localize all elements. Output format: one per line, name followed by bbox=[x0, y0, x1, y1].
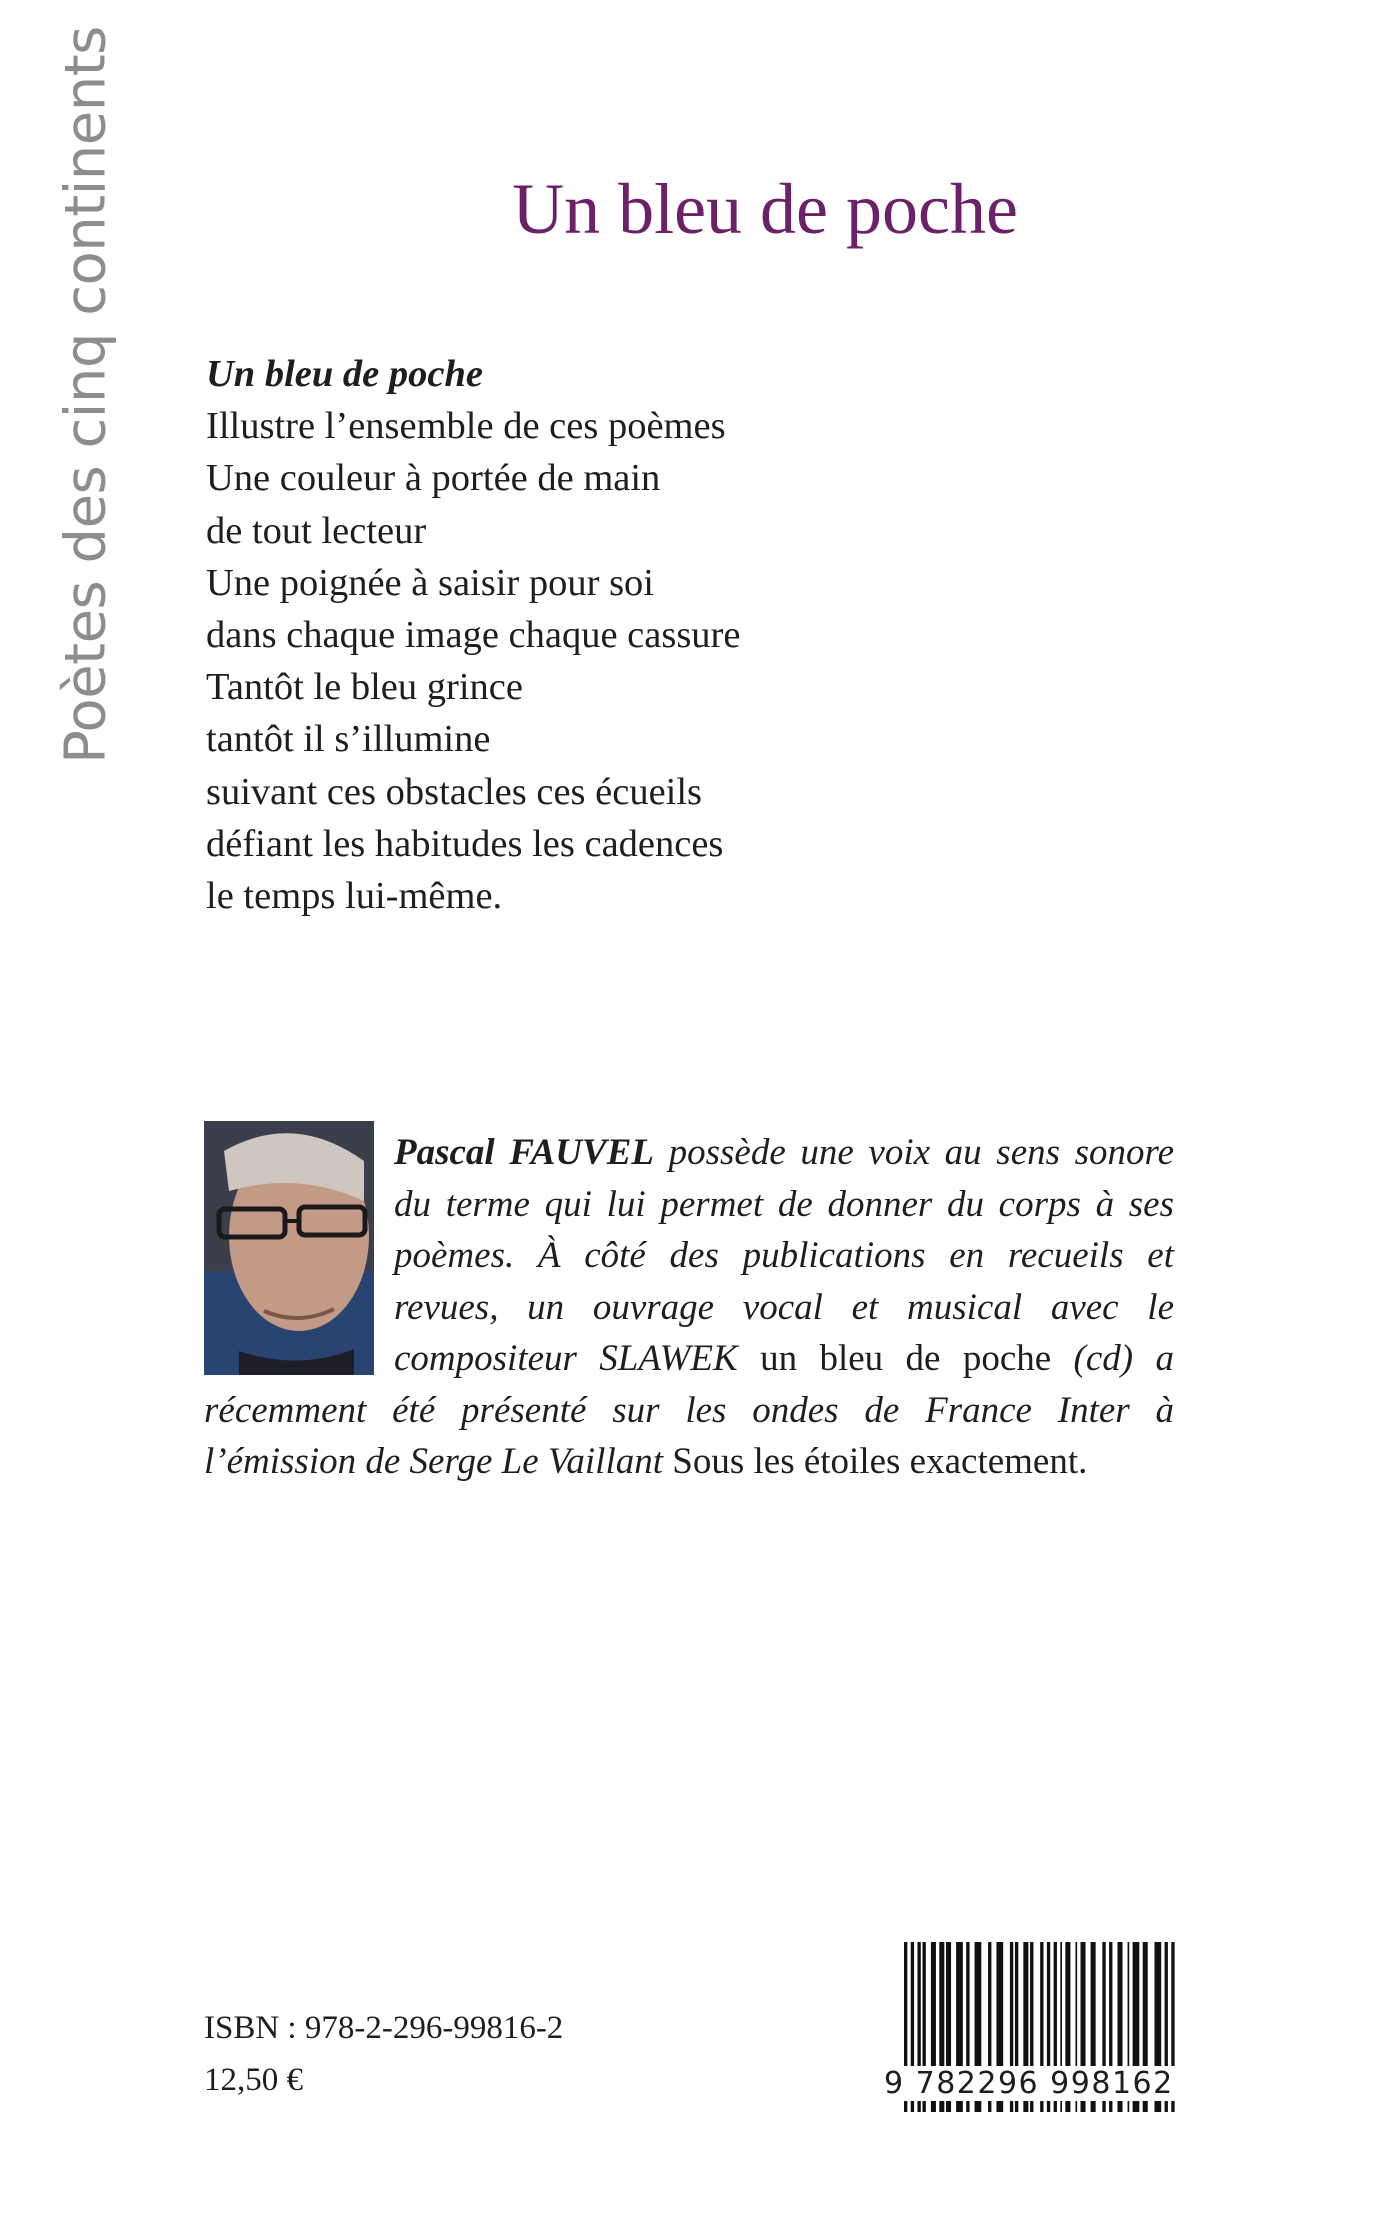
poem-line: le temps lui-même. bbox=[206, 875, 503, 918]
poem-line: dans chaque image chaque cassure bbox=[206, 614, 741, 657]
book-title: Un bleu de poche bbox=[512, 169, 1018, 249]
author-bio: Pascal FAUVEL possède une voix au sens sonore du terme qui lui permet de donner du corps à ses poèmes. À côté des publications en recueils et revues, un ouvrage vocal et musical avec le compositeur SLAWEK un bleu de poche (cd) a récemment été présenté sur les ondes de France Inter à l’émission de Serge Le Vaillant Sous les étoiles exactement. bbox=[204, 1132, 1175, 1482]
poem bbox=[206, 348, 1026, 922]
poem-line: Tantôt le bleu grince bbox=[206, 666, 523, 709]
poem-line: suivant ces obstacles ces écueils bbox=[206, 770, 703, 813]
poem-line: Une poignée à saisir pour soi bbox=[206, 561, 654, 604]
show-title: Sous les étoiles exactement. bbox=[672, 1441, 1088, 1482]
work-title: un bleu de poche bbox=[760, 1338, 1052, 1379]
poem-line: Illustre l’ensemble de ces poèmes bbox=[206, 405, 726, 448]
price: 12,50 € bbox=[204, 2062, 303, 2098]
isbn: ISBN : 978-2-296-99816-2 bbox=[204, 2010, 564, 2046]
poem-line: Une couleur à portée de main bbox=[206, 457, 661, 500]
poem-line: tantôt il s’illumine bbox=[206, 718, 491, 761]
poem-line: de tout lecteur bbox=[206, 509, 427, 552]
poem-title: Un bleu de poche bbox=[206, 353, 483, 395]
series-name: Poètes des cinq continents bbox=[53, 26, 119, 764]
author-name: Pascal FAUVEL bbox=[394, 1132, 654, 1173]
barcode-number: 9 782296 998162 bbox=[884, 2066, 1184, 2101]
poem-line: défiant les habitudes les cadences bbox=[206, 822, 724, 865]
